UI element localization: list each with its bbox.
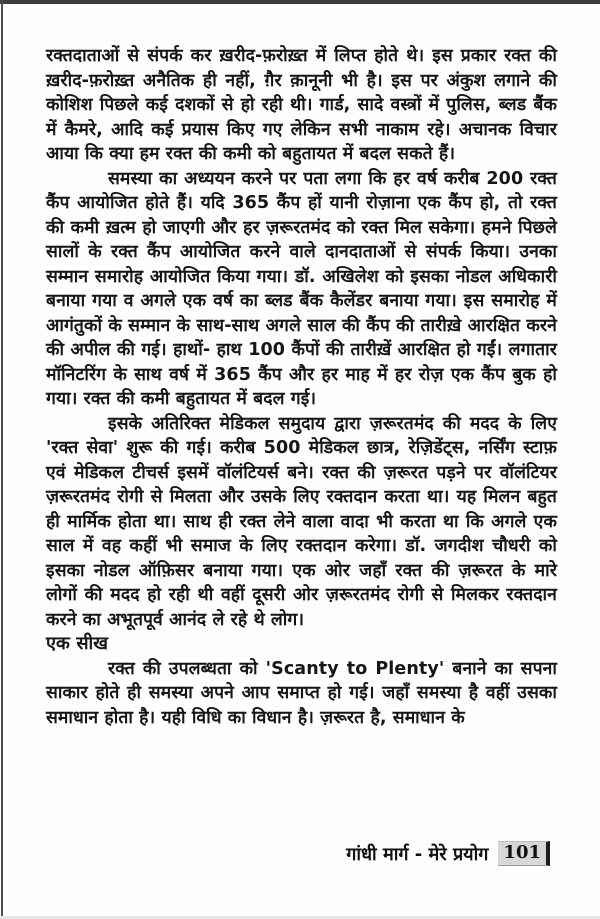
closing-paragraph: रक्त की उपलब्धता को 'Scanty to Plenty' बनाने का सपना साकार होते ही समस्या अपने आप समाप्त हो गई। जहाँ समस्या है वहीं उसका समाधान होता है। यही विधि का विधान है। ज़रूरत है, समाधान के	[46, 658, 557, 728]
section-heading: एक सीख	[46, 633, 109, 654]
paragraph-1: रक्तदाताओं से संपर्क कर ख़रीद-फ़रोख़्त में लिप्त होते थे। इस प्रकार रक्त की ख़रीद-फ़रोख़्त अनैतिक ही नहीं, ग़ैर क़ानूनी भी है। इस पर अंकुश लगाने की कोशिश पिछले कई दशकों से हो रही थी। गार्ड, सादे वस्त्रों में पुलिस, ब्लड बैंक में कैमरे, आदि कई प्रयास किए गए लेकिन सभी नाकाम रहे। अचानक विचार आया कि क्या हम रक्त की कमी को बहुतायत में बदल सकते हैं।	[46, 46, 557, 164]
footer-book-title: गांधी मार्ग - मेरे प्रयोग	[346, 843, 489, 865]
page-footer	[346, 841, 550, 866]
paragraph-2: समस्या का अध्ययन करने पर पता लगा कि हर वर्ष करीब 200 रक्त कैंप आयोजित होते हैं। यदि 365 कैंप हों यानी रोज़ाना एक कैंप हो, तो रक्त की कमी ख़त्म हो जाएगी और हर ज़रूरतमंद को रक्त मिल सकेगा। हमने पिछले सालों के रक्त कैंप आयोजित करने वाले दानदाताओं से संपर्क किया। उनका सम्मान समारोह आयोजित किया गया। डॉ. अखिलेश को इसका नोडल अधिकारी बनाया गया व अगले एक वर्ष का ब्लड बैंक कैलेंडर बनाया गया। इस समारोह में आगंतुकों के सम्मान के साथ-साथ अगले साल की कैंप की तारीख़े आरक्षित करने की अपील की गई। हाथों- हाथ 100 कैंपों की तारीख़ें आरक्षित हो गईं। लगातार मॉनिटरिंग के साथ वर्ष में 365 कैंप और हर माह में हर रोज़ एक कैंप बुक हो गया। रक्त की कमी बहुतायत में बदल गई।	[46, 168, 557, 409]
page-number-badge: 101	[498, 841, 550, 866]
scan-edge-left	[1, 0, 3, 919]
body-text-block	[46, 44, 557, 730]
paragraph-3: इसके अतिरिक्त मेडिकल समुदाय द्वारा ज़रूरतमंद की मदद के लिए 'रक्त सेवा' शुरू की गई। करीब 500 मेडिकल छात्र, रेज़िडेंट्स, नर्सिंग स्टाफ़ एवं मेडिकल टीचर्स इसमें वॉलंटियर्स बने। रक्त की ज़रूरत पड़ने पर वॉलंटियर ज़रूरतमंद रोगी से मिलता और उसके लिए रक्तदान करता था। यह मिलन बहुत ही मार्मिक होता था। साथ ही रक्त लेने वाला वादा भी करता था कि अगले एक साल में वह कहीं भी समाज के लिए रक्तदान करेगा। डॉ. जगदीश चौधरी को इसका नोडल ऑफ़िसर बनाया गया। एक ओर जहाँ रक्त की ज़रूरत के मारे लोगों की मदद हो रही थी वहीं दूसरी ओर ज़रूरतमंद रोगी से मिलकर रक्तदान करने का अभूतपूर्व आनंद ले रहे थे लोग।	[46, 413, 557, 630]
scan-edge-top	[0, 0, 600, 4]
